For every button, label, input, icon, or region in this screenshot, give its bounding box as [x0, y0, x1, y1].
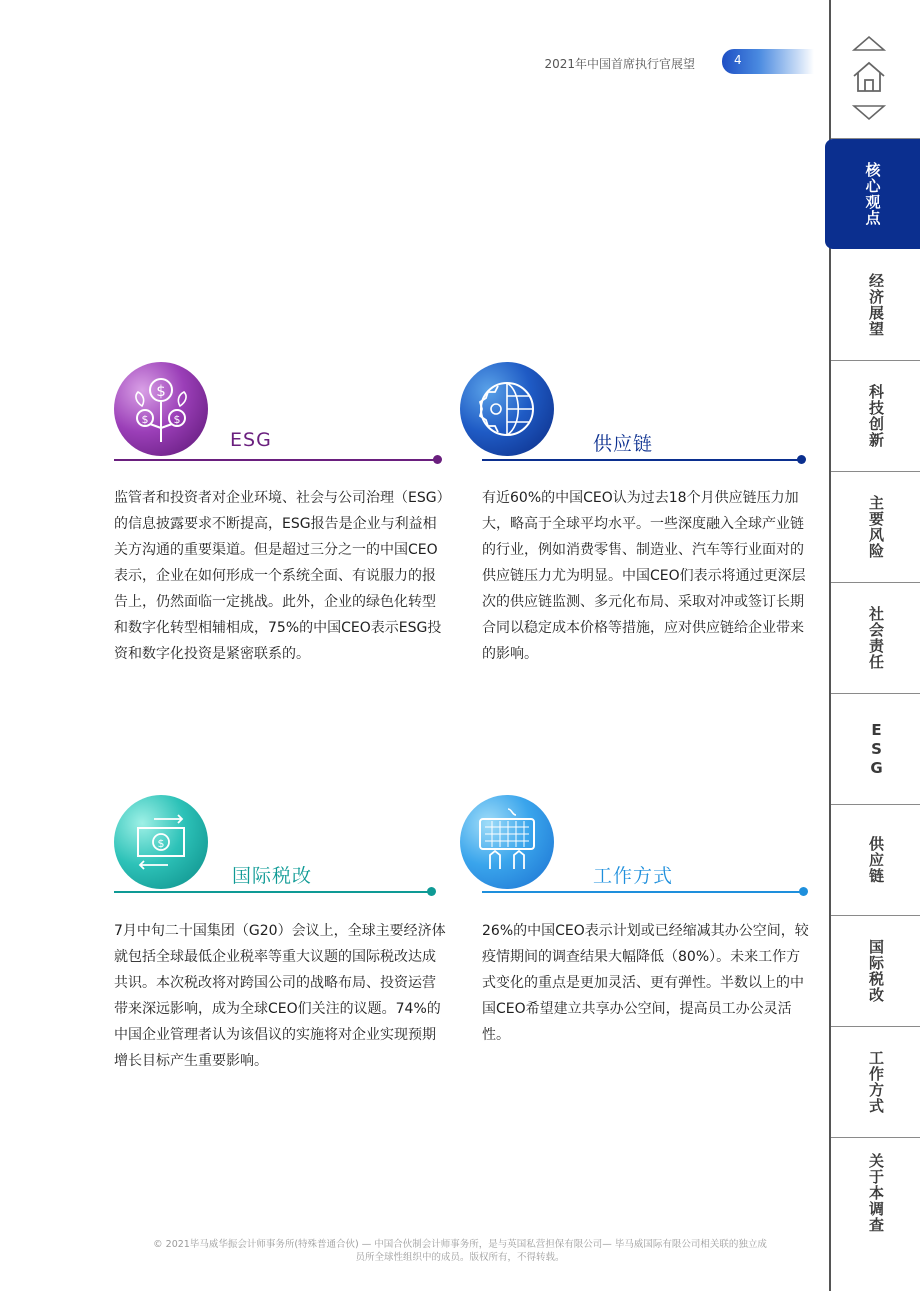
sidebar-item-label: 主要风险 — [867, 495, 885, 559]
globe-gear-icon — [460, 362, 554, 456]
work-style-divider-dot — [799, 887, 808, 896]
svg-text:$: $ — [141, 413, 149, 426]
sidebar-item-about-survey[interactable] — [831, 1138, 920, 1248]
sidebar-item-label: 工作方式 — [867, 1050, 885, 1114]
svg-text:$: $ — [157, 837, 165, 850]
esg-title: ESG — [230, 429, 272, 451]
esg-divider — [114, 459, 436, 461]
money-plant-icon — [114, 362, 208, 456]
sidebar-item-label: 科技创新 — [867, 384, 885, 448]
sidebar-item-main-risks[interactable] — [831, 472, 920, 583]
sidebar-item-label: 核心观点 — [863, 162, 882, 226]
copyright-line-1: © 2021毕马威华振会计师事务所(特殊普通合伙) — 中国合伙制会计师事务所，是与英国私营担保有限公司— 毕马威国际有限公司相关联的独立成 — [153, 1239, 767, 1250]
copyright-footer — [110, 1238, 810, 1264]
supply-chain-divider-dot — [797, 455, 806, 464]
sidebar-item-tech-innovation[interactable] — [831, 361, 920, 472]
sidebar-item-label: 经济展望 — [867, 273, 885, 337]
esg-body: 监管者和投资者对企业环境、社会与公司治理（ESG）的信息披露要求不断提高，ESG报告是企业与利益相关方沟通的重要渠道。但是超过三分之一的中国CEO表示，企业在如何形成一个系统全面、有说服力的报告上，仍然面临一定挑战。此外，企业的绿色化转型和数字化转型相辅相成，75%的中国CEO表示ESG投资和数字化投资是紧密联系的。 — [114, 490, 444, 662]
keyboard-hands-icon — [460, 795, 554, 889]
sidebar-nav — [829, 0, 920, 1291]
home-icon[interactable] — [851, 60, 887, 94]
sidebar-item-label: ESG — [867, 720, 886, 778]
tax-reform-title: 国际税改 — [232, 865, 313, 887]
esg-divider-dot — [433, 455, 442, 464]
supply-chain-body: 有近60%的中国CEO认为过去18个月供应链压力加大，略高于全球平均水平。一些深度融入全球产业链的行业，例如消费零售、制造业、汽车等行业面对的供应链压力尤为明显。中国CEO们表示将通过更深层次的供应链监测、多元化布局、采取对冲或签订长期合同以稳定成本价格等措施，应对供应链给企业带来的影响。 — [482, 490, 806, 662]
copyright-line-2: 员所全球性组织中的成员。版权所有，不得转载。 — [355, 1252, 565, 1263]
sidebar-item-supply-chain[interactable] — [831, 805, 920, 916]
work-style-body: 26%的中国CEO表示计划或已经缩减其办公空间，较疫情期间的调查结果大幅降低（80%）。未来工作方式变化的重点是更加灵活、更有弹性。半数以上的中国CEO希望建立共享办公空间，提高员工办公灵活性。 — [482, 923, 809, 1043]
tax-reform-body: 7月中旬二十国集团（G20）会议上，全球主要经济体就包括全球最低企业税率等重大议题的国际税改达成共识。本次税改将对跨国公司的战略布局、投资运营带来深远影响，成为全球CEO们关注的议题。74%的中国企业管理者认为该倡议的实施将对企业实现预期增长目标产生重要影响。 — [114, 923, 446, 1069]
sidebar-item-label: 社会责任 — [867, 606, 885, 670]
chevron-down-icon[interactable] — [851, 102, 887, 122]
page-number: 4 — [734, 53, 742, 67]
supply-chain-title: 供应链 — [593, 433, 654, 455]
work-style-title: 工作方式 — [593, 865, 674, 887]
sidebar-item-tax-reform[interactable] — [831, 916, 920, 1027]
supply-chain-divider — [482, 459, 800, 461]
work-style-divider — [482, 891, 802, 893]
document-title: 2021年中国首席执行官展望 — [544, 57, 695, 71]
sidebar-item-label: 供应链 — [867, 836, 885, 884]
sidebar-item-social-responsibility[interactable] — [831, 583, 920, 694]
sidebar-item-esg[interactable] — [831, 694, 920, 805]
sidebar-item-core-views[interactable] — [825, 139, 920, 249]
sidebar-item-label: 国际税改 — [867, 939, 885, 1003]
sidebar-item-work-style[interactable] — [831, 1027, 920, 1138]
page-navigation-controls — [831, 0, 920, 139]
chevron-up-icon[interactable] — [851, 34, 887, 54]
tax-reform-divider-dot — [427, 887, 436, 896]
sidebar-item-label: 关于本调查 — [867, 1153, 885, 1233]
sidebar-item-economic-outlook[interactable] — [831, 250, 920, 361]
svg-text:$: $ — [156, 382, 166, 400]
cash-transfer-icon — [114, 795, 208, 889]
tax-reform-divider — [114, 891, 430, 893]
svg-text:$: $ — [173, 413, 181, 426]
